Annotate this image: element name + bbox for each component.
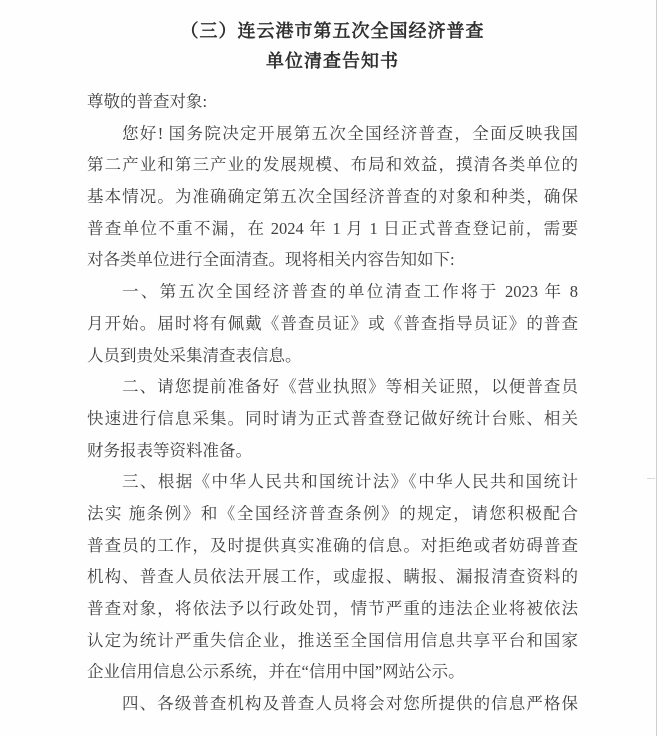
body-line: 第二产业和第三产业的发展规模、布局和效益，摸清各类单位的 — [87, 155, 578, 175]
scan-artifact — [647, 478, 655, 479]
body-line: 普查单位不重不漏，在 2024 年 1 月 1 日正式普查登记前，需要 — [87, 218, 578, 238]
body-line: 快速进行信息采集。同时请为正式普查登记做好统计台账、相关 — [87, 408, 578, 428]
body-line: 一、第五次全国经济普查的单位清查工作将于 2023 年 8 — [122, 282, 578, 302]
body-line: 法实 施条例》和《全国经济普查条例》的规定，请您积极配合 — [87, 503, 578, 523]
body-line: 对各类单位进行全面清查。现将相关内容告知如下: — [87, 250, 455, 270]
title-line-1: （三）连云港市第五次全国经济普查 — [180, 21, 485, 41]
document-body — [87, 86, 578, 720]
title-line-2: 单位清查告知书 — [266, 51, 399, 71]
body-line: 四、各级普查机构及普查人员将会对您所提供的信息严格保 — [122, 694, 578, 714]
document-title — [87, 16, 578, 76]
body-line: 普查员的工作，及时提供真实准确的信息。对拒绝或者妨碍普查 — [87, 535, 578, 555]
body-line: 财务报表等资料准备。 — [87, 440, 252, 460]
body-line: 认定为统计严重失信企业，推送至全国信用信息共享平台和国家 — [87, 630, 578, 650]
body-line: 二、请您提前准备好《营业执照》等相关证照，以便普查员 — [122, 377, 578, 397]
body-lines — [87, 118, 578, 720]
body-line: 机构、普查人员依法开展工作，或虚报、瞒报、漏报清查资料的 — [87, 567, 578, 587]
body-line: 您好! 国务院决定开展第五次全国经济普查，全面反映我国 — [122, 123, 578, 143]
body-line: 人员到贵处采集清查表信息。 — [87, 345, 302, 365]
scan-edge-line — [656, 0, 657, 736]
body-line: 三、根据《中华人民共和国统计法》《中华人民共和国统计 — [122, 472, 578, 492]
body-line: 企业信用信息公示系统，并在“信用中国”网站公示。 — [87, 662, 465, 682]
body-line: 普查对象，将依法予以行政处罚，情节严重的违法企业将被依法 — [87, 599, 578, 618]
salutation: 尊敬的普查对象: — [87, 92, 208, 111]
body-line: 月开始。届时将有佩戴《普查员证》或《普查指导员证》的普查 — [87, 313, 578, 333]
body-line: 基本情况。为准确确定第五次全国经济普查的对象和种类，确保 — [87, 187, 578, 207]
